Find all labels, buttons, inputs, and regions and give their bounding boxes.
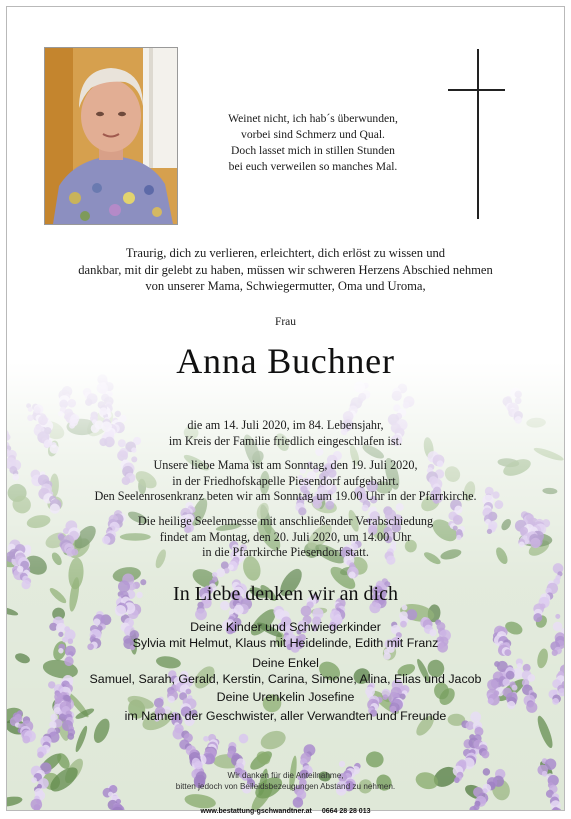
intro-line: Traurig, dich zu verlieren, erleichtert, dich erlöst zu wissen und (125, 246, 446, 260)
viewing-line: Unsere liebe Mama ist am Sonntag, den 19. Juli 2020, (153, 458, 418, 472)
children-heading: Deine Kinder und Schwiegerkinder (190, 620, 381, 634)
grandchildren-names: Samuel, Sarah, Gerald, Kerstin, Carina, Simone, Alina, Elias und Jacob (89, 672, 482, 686)
footer (0, 808, 571, 815)
death-line: die am 14. Juli 2020, im 84. Lebensjahr, (187, 418, 384, 432)
cross-icon (477, 49, 479, 219)
portrait-photo (44, 47, 178, 225)
mass-notice (7, 514, 564, 561)
death-line: im Kreis der Familie friedlich eingeschlafen ist. (168, 433, 403, 448)
poem (187, 111, 439, 175)
parte-card (6, 6, 565, 811)
poem-line: vorbei sind Schmerz und Qual. (241, 128, 385, 141)
mass-line: findet am Montag, den 20. Juli 2020, um 14.00 Uhr (159, 529, 412, 544)
children-names: Sylvia mit Helmut, Klaus mit Heidelinde, Edith mit Franz (132, 636, 439, 650)
deceased-name: Anna Buchner (176, 341, 395, 381)
salutation: Frau (274, 316, 297, 328)
memory-heading: In Liebe denken wir an dich (173, 583, 398, 605)
intro-text (21, 245, 550, 295)
grandchildren-section (7, 655, 564, 687)
footer-website[interactable]: www.bestattung-gschwandtner.at (200, 808, 312, 815)
note-line: Wir danken für die Anteilnahme, (227, 771, 344, 780)
poem-line: bei euch verweilen so manches Mal. (228, 160, 398, 173)
death-notice (7, 418, 564, 449)
cross-icon-bar (448, 89, 505, 91)
viewing-notice (7, 458, 564, 505)
poem-line: Weinet nicht, ich hab´s überwunden, (228, 112, 398, 125)
poem-line: Doch lasset mich in stillen Stunden (231, 144, 395, 157)
note-line: bitten jedoch von Beileidsbezeugungen Abstand zu nehmen. (175, 782, 396, 791)
grandchildren-heading: Deine Enkel (252, 656, 319, 670)
great-grandchildren: Deine Urenkelin Josefine (216, 690, 355, 704)
mass-line: Die heilige Seelenmesse mit anschließender Verabschiedung (137, 514, 434, 528)
intro-line: dankbar, mit dir gelebt zu haben, müssen wir schweren Herzens Abschied nehmen (78, 262, 493, 277)
viewing-line: in der Friedhofskapelle Piesendorf aufgebahrt. (172, 473, 399, 488)
mass-line: in die Pfarrkirche Piesendorf statt. (202, 545, 369, 559)
condolence-note (7, 770, 564, 792)
intro-line: von unserer Mama, Schwiegermutter, Oma und Uroma, (145, 279, 426, 293)
viewing-line: Den Seelenrosenkranz beten wir am Sonntag um 19.00 Uhr in der Pfarrkirche. (94, 489, 477, 503)
footer-phone: 0664 28 28 013 (321, 808, 371, 815)
relatives-line: im Namen der Geschwister, aller Verwandten und Freunde (124, 709, 447, 723)
children-section (7, 619, 564, 651)
